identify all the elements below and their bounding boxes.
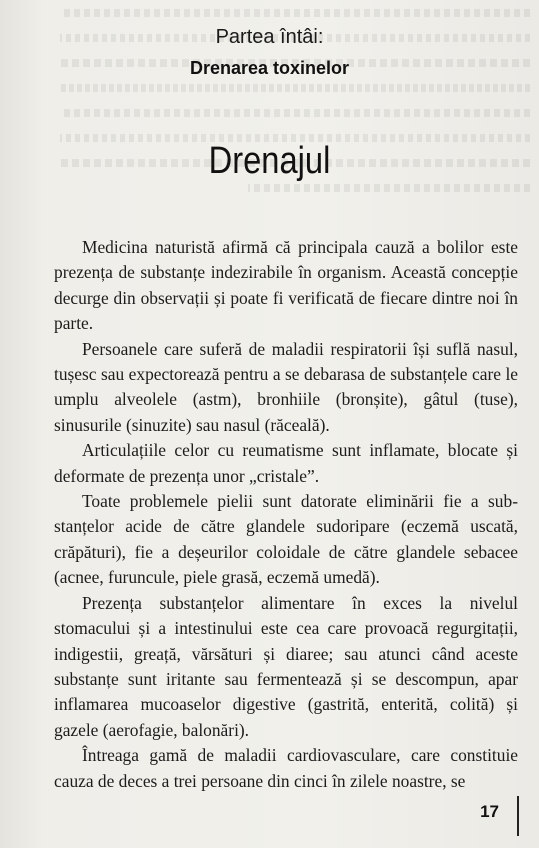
paragraph: Persoanele care suferă de maladii respiratorii își suflă nasul, tușesc sau expectorează pentru a se debarasa de substanțele care le umplu alveolele (astm), bronhiile (bronșite), gâtul (tuse), sinusurile (sinuzite) sau nasul (răceală). <box>54 338 518 435</box>
paragraph: Prezența substanțelor alimentare în exces la nivelul stomacului și a intestinului este cea care provoacă regurgitații, indigestii, greață, vărsături și diaree; sau atunci când aceste substanțe sunt iritante sau fermentează și se descompun, apar inflamarea mucoaselor digestive (gastrită, enterită, colită) și gazele (aerofagie, balonări). <box>54 592 518 740</box>
part-label: Partea întâi: <box>215 26 324 48</box>
part-title: Drenarea toxinelor <box>189 58 350 78</box>
page-number: 17 <box>480 802 499 821</box>
paragraph: Medicina naturistă afirmă că principala cauză a bolilor este prezența de substanțe indezirabile în organism. Această concepție decurge din observații și poate fi verificată de fiecare dintre noi în parte. <box>54 237 518 334</box>
chapter-body <box>54 235 518 794</box>
paragraph: Toate problemele pielii sunt datorate eliminării fie a substanțelor acide de către glandele sudoripare (eczemă uscată, crăpături), fie a deșeurilor coloidale de către glandele sebacee (acnee, furuncule, piele grasă, eczemă umedă). <box>54 491 518 588</box>
paragraph: Întreaga gamă de maladii cardiovasculare, care constituie cauza de deces a trei persoane din cinci în zilele noastre, se <box>54 745 518 791</box>
paragraph: Articulațiile celor cu reumatisme sunt inflamate, blocate și deformate de prezența unor „cristale”. <box>54 440 518 486</box>
page-number-rule <box>517 796 519 836</box>
chapter-title: Drenajul <box>208 140 331 182</box>
